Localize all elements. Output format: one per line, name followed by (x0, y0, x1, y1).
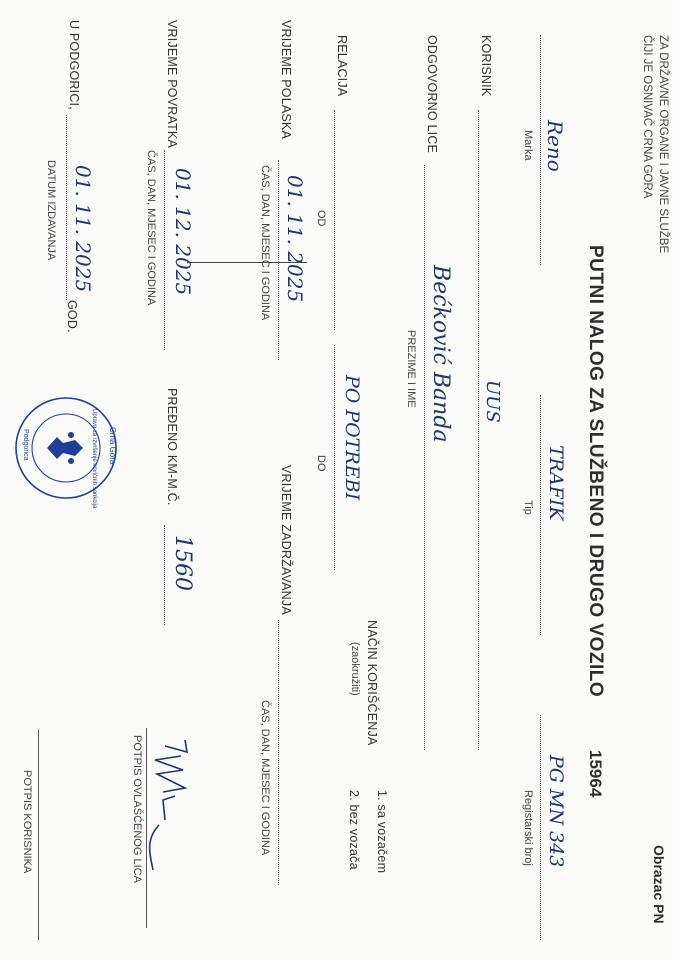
route-do-label: DO (315, 455, 327, 472)
distance-value: 1560 (170, 535, 195, 591)
responsible-label: ODGOVORNO LICE (425, 35, 439, 154)
issuer-line-1: ZA DRŽAVNE ORGANE I JAVNE SLUŽBE (657, 35, 669, 254)
official-signature-line (146, 728, 147, 928)
distance-label: PREĐENO KM-M.Č. (165, 388, 179, 506)
usage-sub-label: (zaokružiti) (349, 642, 361, 696)
stay-line (278, 620, 279, 885)
issuer-line-2: ČIJI JE OSNIVAČ CRNA GORA (641, 35, 653, 199)
tip-label: Tip (522, 500, 534, 515)
official-stamp (13, 395, 119, 509)
marka-label: Marka (522, 130, 534, 161)
marka-line (540, 35, 541, 265)
form-code: Obrazac PN (651, 845, 667, 924)
stay-label: VRIJEME ZADRŽAVANJA (279, 465, 293, 615)
page-title: PUTNI NALOG ZA SLUŽBENO I DRUGO VOZILO (585, 245, 606, 698)
responsible-value: Bećković Banda (428, 265, 453, 443)
korisnik-line (478, 110, 479, 750)
issue-sub-label: DATUM IZDAVANJA (45, 160, 57, 261)
stamp-ring-text: Uprava za izvršenje krivičnih sankcija (91, 409, 97, 509)
order-number: 15964 (586, 750, 605, 798)
issue-city-label: U PODGORICI, (67, 20, 81, 110)
departure-label: VRIJEME POLASKA (279, 20, 293, 140)
return-sub-label: ČAS, DAN, MJESEC I GODINA (145, 150, 157, 306)
user-signature-line (38, 730, 39, 940)
stay-sub-label: ČAS, DAN, MJESEC I GODINA (259, 700, 271, 856)
distance-line (164, 525, 165, 625)
route-od-line (334, 110, 335, 330)
departure-line (278, 160, 279, 360)
departure-value: 01. 11. 2025 (283, 175, 307, 303)
divider-line (187, 262, 307, 263)
route-od-label: OD (315, 210, 327, 227)
issue-year-suffix: GOD. (65, 300, 79, 333)
stamp-top-text: Crna Gora (108, 427, 117, 465)
reg-line (540, 715, 541, 940)
route-do-value: PO POTREBI (341, 375, 363, 501)
tip-value: TRAFIK (545, 445, 567, 521)
korisnik-label: KORISNIK (479, 35, 493, 97)
reg-label: Registarski broj (522, 790, 534, 866)
route-do-line (334, 345, 335, 570)
usage-option-1[interactable]: 1. sa vozačem (375, 790, 389, 874)
route-label: RELACIJA (335, 35, 349, 97)
return-label: VRIJEME POVRATKA (165, 20, 179, 148)
responsible-line (424, 165, 425, 750)
marka-value: Reno (543, 120, 567, 172)
user-signature-label: POTPIS KORISNIKA (21, 770, 33, 874)
tip-line (540, 395, 541, 635)
usage-label: NAČIN KORIŠĆENJA (365, 620, 379, 746)
korisnik-value: UUS (482, 380, 503, 423)
reg-value: PG MN 343 (545, 755, 567, 868)
official-signature-label: POTPIS OVLAŠĆENOG LICA (131, 735, 143, 883)
issue-date-value: 01. 11. 2025 (71, 165, 95, 293)
stamp-city: Podgorica (22, 429, 29, 461)
departure-sub-label: ČAS, DAN, MJESEC I GODINA (259, 165, 271, 321)
issue-date-line (66, 115, 67, 300)
return-value: 01. 12. 2025 (171, 168, 195, 296)
responsible-sub-label: PREZIME I IME (405, 330, 417, 408)
usage-option-2[interactable]: 2. bez vozača (347, 790, 361, 870)
return-line (164, 150, 165, 350)
